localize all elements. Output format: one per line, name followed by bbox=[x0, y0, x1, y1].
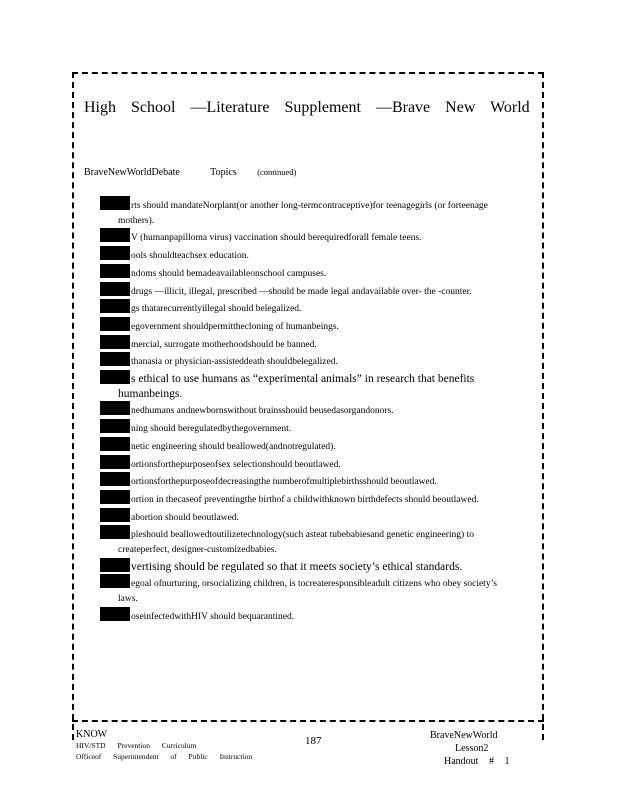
redaction-block bbox=[100, 282, 130, 296]
topic-text: egoal ofnurturing, orsocializing children, is tocreateresponsibleadult citizens who obey society’s laws. bbox=[118, 579, 497, 605]
topic-text: nedhumans andnewbornswithout brainsshould beusedasorgandonors. bbox=[131, 406, 394, 417]
footer-book: BraveNewWorld bbox=[430, 730, 498, 741]
topic-text: pleshould beallowedtoutilizetechnology(such asteat tubebabiesand genetic engineering) to createperfect, designer-customizedbabies. bbox=[118, 530, 474, 556]
list-item bbox=[100, 437, 500, 455]
footer-office: Officeof Superintendent of Public Instruction bbox=[76, 752, 253, 761]
topic-text: oseinfectedwithHIV should bequarantined. bbox=[131, 611, 295, 622]
topic-text: ortion in thecaseof preventingthe birthof a childwithknown birthdefects should beoutlawed. bbox=[131, 494, 479, 505]
list-item bbox=[100, 246, 500, 264]
list-item bbox=[100, 401, 500, 419]
list-item bbox=[100, 472, 500, 490]
list-item bbox=[100, 508, 500, 526]
list-item bbox=[100, 264, 500, 282]
list-item bbox=[100, 455, 500, 473]
redaction-block bbox=[100, 508, 130, 522]
topic-text: thanasia or physician-assisteddeath shouldbelegalized. bbox=[131, 357, 338, 368]
page-title: High School —Literature Supplement —Brave New World bbox=[84, 99, 530, 116]
section-subtitle bbox=[84, 167, 504, 178]
redaction-block bbox=[100, 370, 130, 384]
footer-right bbox=[430, 729, 509, 768]
debate-topics-list bbox=[100, 196, 500, 625]
redaction-block bbox=[100, 419, 130, 433]
topic-text: mercial, surrogate motherhoodshould be banned. bbox=[131, 339, 317, 350]
topic-text: ndoms should bemadeavailableonschool campuses. bbox=[131, 268, 327, 279]
redaction-block bbox=[100, 525, 130, 539]
list-item bbox=[100, 196, 500, 228]
subtitle-continued: (continued) bbox=[257, 167, 297, 177]
list-item bbox=[100, 574, 500, 606]
topic-text: egovernment shouldpermitthecloning of humanbeings. bbox=[131, 321, 339, 332]
redaction-block bbox=[100, 317, 130, 331]
redaction-block bbox=[100, 264, 130, 278]
footer-lesson: Lesson2 bbox=[455, 743, 489, 754]
list-item bbox=[100, 558, 500, 575]
redaction-block bbox=[100, 607, 130, 621]
list-item bbox=[100, 228, 500, 246]
redaction-block bbox=[100, 455, 130, 469]
topic-text: rts should mandateNorplant(or another long-termcontraceptive)for teenagegirls (or forteenage mothers). bbox=[118, 201, 488, 226]
redaction-block bbox=[100, 228, 130, 242]
page-border-right bbox=[542, 72, 544, 740]
page-border-left bbox=[72, 72, 74, 740]
redaction-block bbox=[100, 401, 130, 415]
topic-text: drugs —illicit, illegal, prescribed —should be made legal andavailable over- the -counter. bbox=[131, 286, 472, 297]
list-item bbox=[100, 282, 500, 300]
topic-text: abortion should beoutlawed. bbox=[131, 512, 239, 523]
list-item bbox=[100, 299, 500, 317]
redaction-block bbox=[100, 437, 130, 451]
list-item bbox=[100, 335, 500, 353]
topic-text: gs thatarecurrentlyillegal should belegalized. bbox=[131, 304, 302, 315]
footer-handout: Handout # 1 bbox=[444, 756, 510, 767]
redaction-block bbox=[100, 490, 130, 504]
redaction-block bbox=[100, 335, 130, 349]
page-border-top bbox=[72, 72, 544, 74]
list-item bbox=[100, 525, 500, 557]
topic-text: V (humanpapilloma virus) vaccination should berequiredforall female teens. bbox=[131, 233, 422, 244]
topic-text: ools shouldteachsex education. bbox=[131, 251, 249, 262]
page-number: 187 bbox=[305, 735, 322, 747]
topic-text: s ethical to use humans as “experimental animals” in research that benefits humanbeings. bbox=[118, 373, 475, 400]
footer-curriculum: HIV/STD Prevention Curriculum bbox=[76, 741, 197, 750]
page-border-bottom bbox=[72, 720, 544, 722]
topic-text: ning should beregulatedbythegovernment. bbox=[131, 424, 292, 435]
topic-text: vertising should be regulated so that it meets society’s ethical standards. bbox=[131, 560, 463, 573]
list-item bbox=[100, 317, 500, 335]
list-item bbox=[100, 370, 500, 401]
topic-text: netic engineering should beallowed(andnotregulated). bbox=[131, 441, 336, 452]
redaction-block bbox=[100, 299, 130, 313]
topic-text: ortionsforthepurposeofsex selectionshould beoutlawed. bbox=[131, 459, 341, 470]
redaction-block bbox=[100, 196, 130, 210]
redaction-block bbox=[100, 472, 130, 486]
redaction-block bbox=[100, 574, 130, 588]
subtitle-topics: Topics bbox=[210, 167, 237, 178]
topic-text: ortionsforthepurposeofdecreasingthe numberofmultiplebirthsshould beoutlawed. bbox=[131, 477, 437, 488]
redaction-block bbox=[100, 352, 130, 366]
redaction-block bbox=[100, 558, 130, 572]
list-item bbox=[100, 607, 500, 625]
footer-left bbox=[76, 729, 252, 762]
subtitle-debate: BraveNewWorldDebate bbox=[84, 167, 180, 178]
list-item bbox=[100, 490, 500, 508]
redaction-block bbox=[100, 246, 130, 260]
footer-know: KNOW bbox=[76, 729, 108, 740]
list-item bbox=[100, 419, 500, 437]
list-item bbox=[100, 352, 500, 370]
